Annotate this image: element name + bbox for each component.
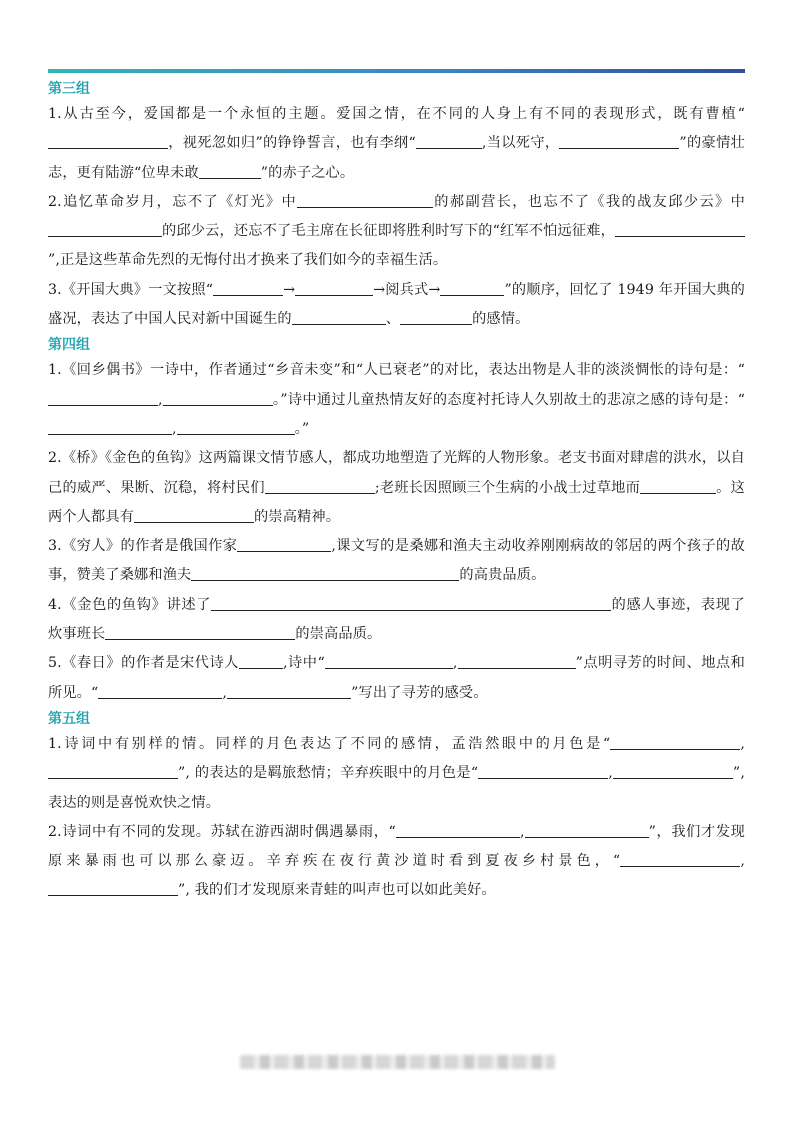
answer-blank[interactable]	[559, 132, 679, 149]
answer-blank[interactable]	[613, 762, 733, 779]
answer-blank[interactable]	[265, 477, 375, 494]
answer-blank[interactable]	[199, 162, 261, 179]
answer-blank[interactable]	[292, 308, 386, 325]
answer-blank[interactable]	[396, 821, 520, 838]
answer-blank[interactable]	[227, 682, 351, 699]
answer-blank[interactable]	[620, 850, 740, 867]
question-5-1: 1.诗词中有别样的情。同样的月色表达了不同的感情，孟浩然眼中的月色是“ ,”, 的表达的是羁旅愁情；辛弃疾眼中的月色是“ , ”, 表达的则是喜悦欢快之情。	[48, 730, 745, 818]
question-3-1: 1.从古至今，爱国都是一个永恒的主题。爱国之情，在不同的人身上有不同的表现形式，既有曹植“，视死忽如归”的铮铮誓言，也有李纲“ ,当以死守， ”的豪情壮志，更有陆游“位卑未敢 ”的赤子之心。	[48, 106, 745, 181]
answer-blank[interactable]	[134, 506, 254, 523]
question-4-4: 4.《金色的鱼钩》讲述了 的感人事迹，表现了炊事班长 的崇高品质。	[48, 591, 745, 650]
answer-blank[interactable]	[640, 477, 716, 494]
answer-blank[interactable]	[239, 652, 283, 669]
answer-blank[interactable]	[213, 279, 283, 296]
question-5-2: 2.诗词中有不同的发现。苏轼在游西湖时偶遇暴雨，“ , ”，我们才发现原来暴雨也可以那么豪迈。辛弃疾在夜行黄沙道时看到夏夜乡村景色，“ ,”, 我的们才发现原来青蛙的叫声也可以如此美好。	[48, 818, 745, 906]
question-3-3: 3.《开国大典》一文按照“ → →阅兵式→ ”的顺序，回忆了 1949 年开国大典的盛况，表达了中国人民对新中国诞生的 、 的感情。	[48, 276, 745, 335]
answer-blank[interactable]	[615, 220, 745, 237]
question-4-3: 3.《穷人》的作者是俄国作家 ,课文写的是桑娜和渔夫主动收养刚刚病故的邻居的两个孩子的故事，赞美了桑娜和渔夫 的高贵品质。	[48, 532, 745, 591]
answer-blank[interactable]	[177, 418, 295, 435]
answer-blank[interactable]	[48, 132, 168, 149]
answer-blank[interactable]	[416, 132, 482, 149]
worksheet-page	[48, 78, 745, 906]
group-title-5: 第五组	[48, 710, 90, 727]
answer-blank[interactable]	[163, 389, 273, 406]
answer-blank[interactable]	[48, 389, 158, 406]
answer-blank[interactable]	[48, 418, 172, 435]
answer-blank[interactable]	[400, 308, 472, 325]
answer-blank[interactable]	[211, 594, 611, 611]
answer-blank[interactable]	[105, 623, 295, 640]
answer-blank[interactable]	[297, 191, 433, 208]
answer-blank[interactable]	[98, 682, 222, 699]
answer-blank[interactable]	[295, 279, 373, 296]
question-3-2: 2.追忆革命岁月，忘不了《灯光》中 的郝副营长，也忘不了《我的战友邱少云》中的邱少云，还忘不了毛主席在长征即将胜利时写下的“红军不怕远征难，”,正是这些革命先烈的无悔付出才换来了我们如今的幸福生活。	[48, 188, 745, 276]
answer-blank[interactable]	[325, 652, 453, 669]
answer-blank[interactable]	[237, 535, 331, 552]
answer-blank[interactable]	[440, 279, 504, 296]
answer-blank[interactable]	[525, 821, 649, 838]
question-4-2: 2.《桥》《金色的鱼钩》这两篇课文情节感人，都成功地塑造了光辉的人物形象。老支书面对肆虐的洪水，以自己的威严、果断、沉稳，将村民们 ;老班长因照顾三个生病的小战士过草地而 。这两个人都具有 的崇高精神。	[48, 450, 745, 525]
question-4-5: 5.《春日》的作者是宋代诗人 ,诗中“ , ”点明寻芳的时间、地点和所见。“ , ”写出了寻芳的感受。	[48, 649, 745, 708]
group-title-3: 第三组	[48, 81, 90, 97]
header-divider	[48, 69, 745, 73]
footer-watermark	[240, 1055, 555, 1069]
answer-blank[interactable]	[191, 564, 459, 581]
answer-blank[interactable]	[48, 220, 162, 237]
group-title-4: 第四组	[48, 337, 90, 354]
answer-blank[interactable]	[48, 762, 178, 779]
answer-blank[interactable]	[478, 762, 608, 779]
question-4-1: 1.《回乡偶书》一诗中，作者通过“乡音未变”和“人已衰老”的对比，表达出物是人非的淡淡惆怅的诗句是：“, 。”诗中通过儿童热情友好的态度衬托诗人久别故土的悲凉之感的诗句是：“, 。”	[48, 362, 745, 437]
answer-blank[interactable]	[610, 733, 740, 750]
answer-blank[interactable]	[48, 879, 178, 896]
answer-blank[interactable]	[458, 652, 576, 669]
